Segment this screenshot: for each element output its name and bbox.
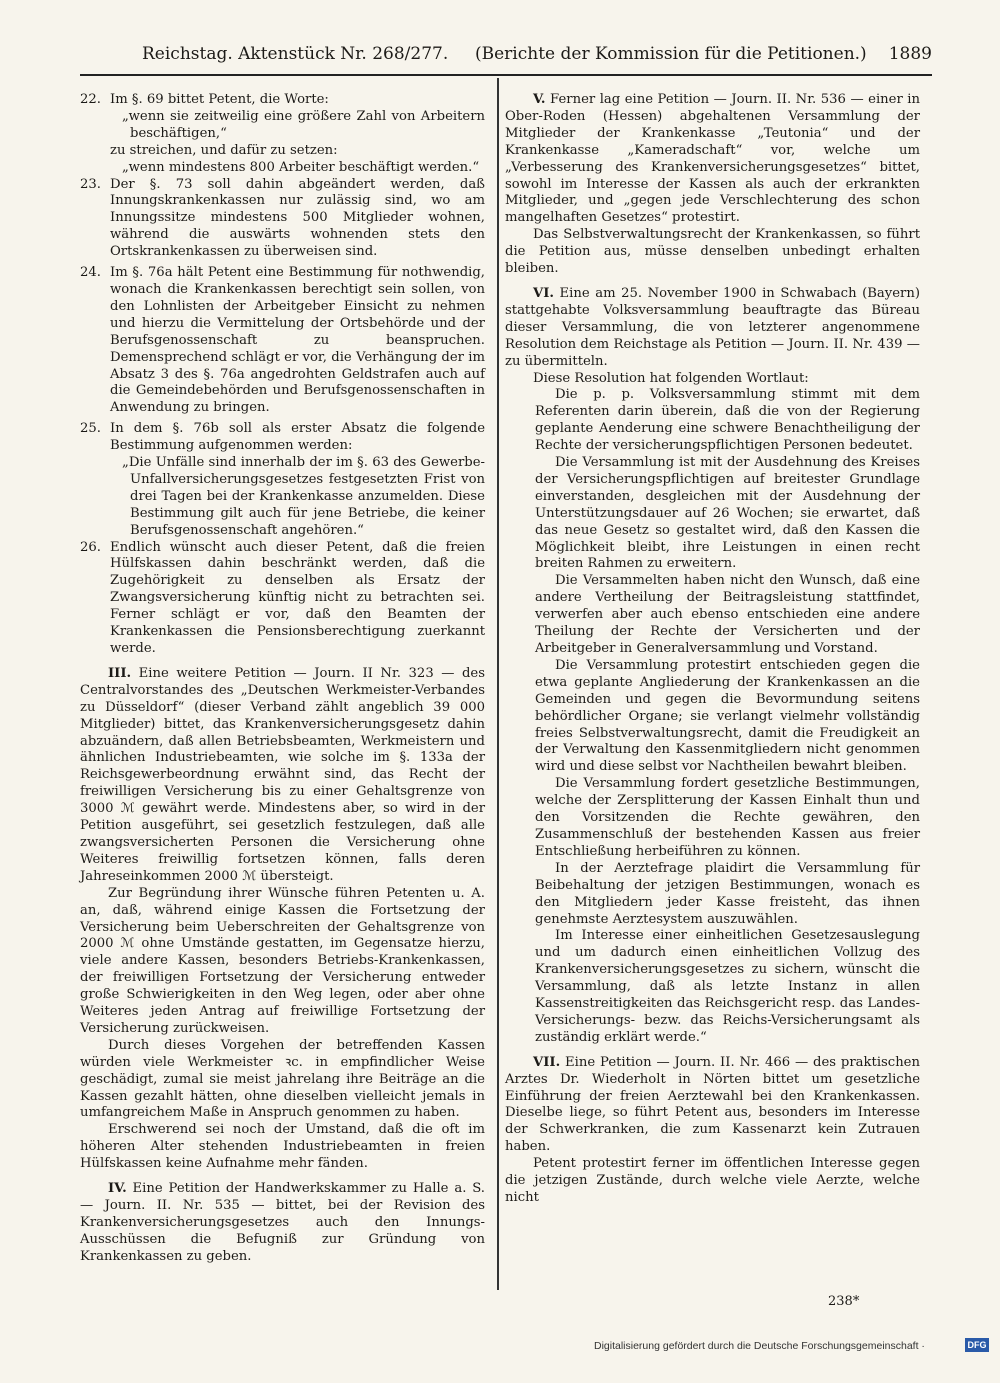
item-text: Im §. 76a hält Petent eine Bestimmung für nothwendig, wonach die Krankenkassen berechtigt sein sollen, von den Lohnlisten der Arbeitgeber Einsicht zu nehmen und hierzu die Vermittelung der Ortsbehörde und der Berufsgenossenschaft zu beanspruchen. Demensprechend schlägt er vor, die Verhängung der im Absatz 3 des §. 76a angedrohten Geldstrafen auch auf die Gemeindebehörden und Berufsgenossenschaften in Anwendung zu bringen. (110, 265, 485, 416)
item-number: 25. (80, 421, 101, 437)
resolution-paragraph: Im Interesse einer einheitlichen Gesetzesauslegung und um dadurch einen einheitlichen Vollzug des Krankenversicherungsgesetzes zu sichern, wünscht die Versammlung, daß als letzte Instanz in allen Kassenstreitigkeiten das Reichsgericht resp. das Landes-Versicherungs- bezw. das Reichs-Versicherungsamt als zuständig erklärt werde.“ (535, 928, 920, 1045)
header-title: Reichstag. Aktenstück Nr. 268/277. (142, 44, 449, 64)
item-25 (80, 421, 485, 455)
item-text: Im §. 69 bittet Petent, die Worte: (110, 92, 329, 107)
item-text: Der §. 73 soll dahin abgeändert werden, daß Innungskrankenkassen nur zulässig sind, wo am Innungssitze mindestens 500 Mitglieder wohnen, während die auswärts wohnenden stets den Ortskrankenkassen zu überweisen sind. (110, 176, 485, 260)
paragraph: Durch dieses Vorgehen der betreffenden Kassen würden viele Werkmeister ꝛc. in empfindlicher Weise geschädigt, zumal sie meist jahrelang ihre Beiträge an die Kassen gezahlt hätten, ohne dieselben vielleicht jemals in umfangreichem Maße in Anspruch genommen zu haben. (80, 1037, 485, 1121)
sheet-number: 238* (828, 1294, 860, 1309)
item-text-continued: zu streichen, und dafür zu setzen: (110, 142, 338, 158)
section-text: Eine weitere Petition — Journ. II Nr. 323 — des Centralvorstandes des „Deutschen Werkmeister-Verbandes zu Düsseldorf“ (dieser Verband zählt angeblich 39 000 Mitglieder) bittet, das Krankenversicherungsgesetz dahin abzuändern, daß allen Betriebsbeamten, Werkmeistern und ähnlichen Industriebeamten, wie solche im §. 133a der Reichsgewerbeordnung erwähnt sind, das Recht der freiwilligen Versicherung bis zu einer Gehaltsgrenze von 3000 ℳ gewährt werde. Mindestens aber, so wird in der Petition ausgeführt, sei gesetzlich festzulegen, daß alle zwangsversicherten Personen die Versicherung ohne Weiteres freiwillig fortsetzen können, falls deren Jahreseinkommen 2000 ℳ übersteigt. (80, 665, 485, 884)
section-label: III. (108, 665, 132, 681)
section-label: V. (533, 92, 546, 107)
item-26 (80, 540, 485, 658)
resolution-paragraph: In der Aerztefrage plaidirt die Versammlung für Beibehaltung der jetzigen Bestimmungen, wonach es den Mitgliedern jeder Kasse freisteht, das ihnen genehmste Aerztesystem auszuwählen. (535, 860, 920, 927)
paragraph: Diese Resolution hat folgenden Wortlaut: (533, 370, 809, 386)
paragraph: Petent protestirt ferner im öffentlichen Interesse gegen die jetzigen Zustände, durch welche viele Aerzte, welche nicht (505, 1156, 920, 1205)
paragraph: Erschwerend sei noch der Umstand, daß die oft im höheren Alter stehenden Industriebeamten in freien Hülfskassen keine Aufnahme mehr fänden. (80, 1122, 485, 1172)
section-label: VI. (533, 285, 554, 301)
item-number: 22. (80, 92, 101, 107)
item-23 (80, 177, 485, 262)
item-24 (80, 265, 485, 417)
quoted-phrase: „wenn mindestens 800 Arbeiter beschäftigt werden.“ (122, 159, 480, 175)
paragraph: Zur Begründung ihrer Wünsche führen Petenten u. A. an, daß, während einige Kassen die Fortsetzung der Versicherung beim Ueberschreiten der Gehaltsgrenze von 2000 ℳ ohne Umstände gestatten, im Gegensatze hierzu, viele andere Kassen, besonders Betriebs-Krankenkassen, der freiwilligen Fortsetzung der Versicherung entweder große Schwierigkeiten in den Weg legen, oder aber ohne Weiteres jeden Antrag auf freiwillige Fortsetzung der Versicherung zurückweisen. (80, 885, 485, 1036)
resolution-paragraph: Die Versammlung ist mit der Ausdehnung des Kreises der Versicherungspflichtigen auf breitester Grundlage einverstanden, desgleichen mit der Ausdehnung der Unterstützungsdauer auf 26 Wochen; sie erwartet, daß das neue Gesetz so gestaltet wird, daß den Kassen die Möglichkeit bleibt, ihre Leistungen in einen recht breiten Rahmen zu erweitern. (535, 455, 920, 572)
page-header (80, 40, 932, 70)
section-text: Eine Petition der Handwerkskammer zu Halle a. S. — Journ. II. Nr. 535 — bittet, bei der Revision des Krankenversicherungsgesetzes auch den Innungs-Ausschüssen die Befugniß zur Gründung von Krankenkassen zu geben. (80, 1181, 485, 1264)
header-subtitle: (Berichte der Kommission für die Petitionen.) (475, 44, 867, 64)
item-number: 26. (80, 539, 101, 555)
resolution-paragraph: Die Versammelten haben nicht den Wunsch, daß eine andere Vertheilung der Beitragsleistung stattfindet, verwerfen aber auch ebenso entschieden eine andere Theilung der Rechte der Versicherten und der Arbeitgeber in Generalversammlung und Vorstand. (535, 573, 920, 656)
section-6 (505, 286, 920, 371)
digitalization-notice: Digitalisierung gefördert durch die Deutsche Forschungsgemeinschaft · (594, 1340, 925, 1352)
resolution-paragraph: Die Versammlung fordert gesetzliche Bestimmungen, welche der Zersplitterung der Kassen Einhalt thun und den Vorsitzenden die Rechte gewähren, den Zusammenschluß der bestehenden Kassen aus freier Entschließung herbeiführen zu können. (535, 776, 920, 859)
column-divider (497, 78, 499, 1290)
section-3 (80, 666, 485, 886)
left-column (80, 92, 485, 1266)
resolution-paragraph: Die Versammlung protestirt entschieden gegen die etwa geplante Angliederung der Krankenkassen an die Gemeinden und gegen die Bevormundung seitens behördlicher Organe; sie verlangt vielmehr vollständig freies Selbstverwaltungsrecht, damit die Freudigkeit an der Verwaltung den Kassenmitgliedern nicht genommen wird und diese selbst vor Nachtheilen bewahrt bleiben. (535, 657, 920, 775)
section-7 (505, 1055, 920, 1156)
paragraph: Das Selbstverwaltungsrecht der Krankenkassen, so führt die Petition aus, müsse denselben unbedingt erhalten bleiben. (505, 227, 920, 277)
item-text: In dem §. 76b soll als erster Absatz die folgende Bestimmung aufgenommen werden: (110, 421, 485, 454)
section-text: Eine Petition — Journ. II. Nr. 466 — des praktischen Arztes Dr. Wiederholt in Nörten bittet um gesetzliche Einführung der freien Aerztewahl bei den Krankenkassen. Dieselbe liege, so führt Petent aus, besonders im Interesse der Schwerkranken, die zum Kassenarzt kein Zutrauen haben. (505, 1054, 920, 1155)
page-number: 1889 (888, 44, 932, 64)
item-text: Endlich wünscht auch dieser Petent, daß die freien Hülfskassen dahin beschränkt werden, daß die Zugehörigkeit zu denselben als Ersatz der Zwangsversicherung künftig nicht zu betrachten sei. Ferner schlägt er vor, daß den Beamten der Krankenkassen die Pensionsberechtigung zuerkannt werde. (110, 539, 485, 656)
section-4 (80, 1181, 485, 1266)
item-number: 24. (80, 265, 101, 281)
quoted-provision: „Die Unfälle sind innerhalb der im §. 63 des Gewerbe-Unfallversicherungsgesetzes festgesetzten Frist von drei Tagen bei der Krankenkasse anzumelden. Diese Bestimmung gilt auch für jene Betriebe, die keiner Berufsgenossenschaft angehören.“ (122, 455, 485, 538)
section-text: Ferner lag eine Petition — Journ. II. Nr. 536 — einer in Ober-Roden (Hessen) abgehaltenen Versammlung der Mitglieder der Krankenkasse „Teutonia“ und der Krankenkasse „Kameradschaft“ vor, welche um „Verbesserung des Krankenversicherungsgesetzes“ bittet, sowohl im Interesse der Kassen als auch der erkrankten Mitglieder, und „gegen jede Verschlechterung des schon mangelhaften Gesetzes“ protestirt. (505, 92, 920, 226)
right-column (505, 92, 920, 1207)
item-22 (80, 92, 485, 109)
section-label: IV. (108, 1181, 127, 1197)
quoted-phrase: „wenn sie zeitweilig eine größere Zahl von Arbeitern beschäftigen,“ (122, 108, 485, 141)
section-text: Eine am 25. November 1900 in Schwabach (Bayern) stattgehabte Volksversammlung beauftragte das Büreau dieser Versammlung, die von letzterer angenommene Resolution dem Reichstage als Petition — Journ. II. Nr. 439 — zu übermitteln. (505, 285, 920, 369)
header-rule (80, 74, 932, 76)
section-label: VII. (533, 1054, 561, 1070)
section-5 (505, 92, 920, 227)
resolution-paragraph: Die p. p. Volksversammlung stimmt mit dem Referenten darin überein, daß die von der Regierung geplante Aenderung eine schwere Benachtheiligung der Rechte der versicherungspflichtigen Personen bedeutet. (535, 387, 920, 454)
dfg-logo: DFG (965, 1338, 989, 1352)
item-number: 23. (80, 176, 101, 192)
